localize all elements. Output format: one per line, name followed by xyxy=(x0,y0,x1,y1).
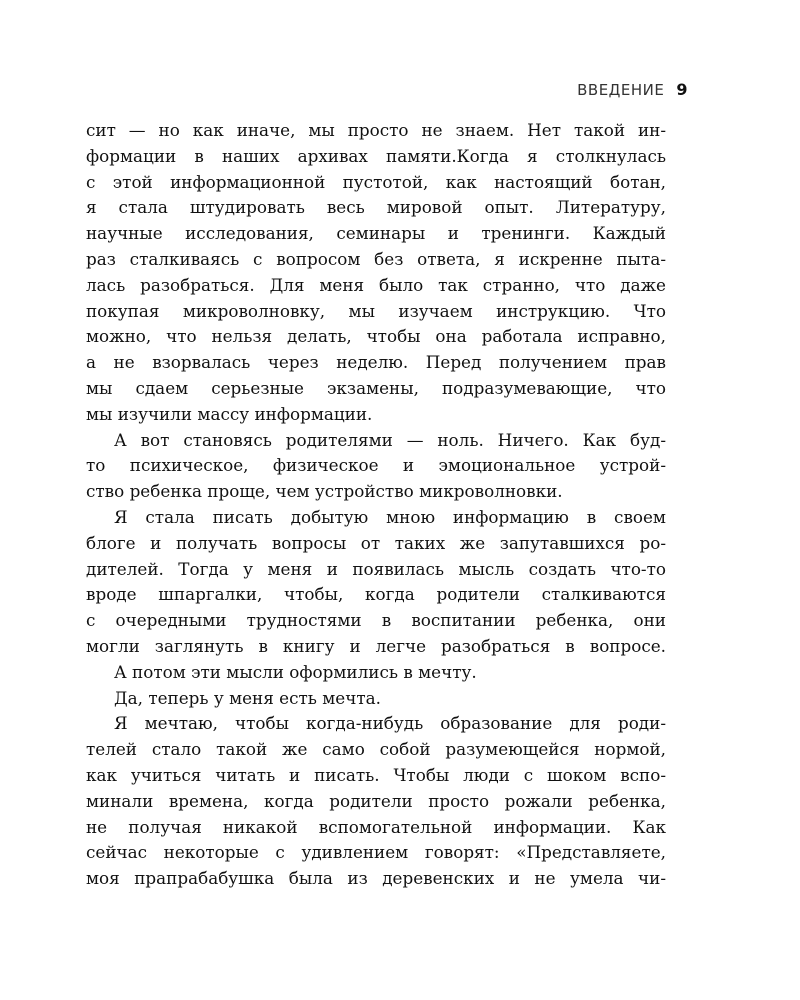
text-line: блоге и получать вопросы от таких же запутавшихся ро- xyxy=(86,532,666,553)
text-line: раз сталкиваясь с вопросом без ответа, я искренне пыта- xyxy=(86,248,666,269)
text-line: не получая никакой вспомогательной информации. Как xyxy=(86,816,666,837)
page-number: 9 xyxy=(676,80,688,99)
text-line: я стала штудировать весь мировой опыт. Литературу, xyxy=(86,197,666,218)
text-line: дителей. Тогда у меня и появилась мысль создать что-то xyxy=(86,558,666,579)
text-line: А вот становясь родителями — ноль. Ничего. Как буд- xyxy=(114,429,666,450)
text-line: сит — но как иначе, мы просто не знаем. Нет такой ин- xyxy=(86,120,666,140)
text-line: а не взорвалась через неделю. Перед получением прав xyxy=(86,352,666,373)
text-line: то психическое, физическое и эмоциональное устрой- xyxy=(86,455,666,476)
text-line: с очередными трудностями в воспитании ребенка, они xyxy=(86,610,666,631)
text-line: Да, теперь у меня есть мечта. xyxy=(114,687,381,708)
text-line: минали времена, когда родители просто рожали ребенка, xyxy=(86,790,666,811)
text-line: А потом эти мысли оформились в мечту. xyxy=(114,661,477,682)
text-line: мы сдаем серьезные экзамены, подразумевающие, что xyxy=(86,377,666,398)
text-line: мы изучили массу информации. xyxy=(86,403,373,424)
text-line: моя прапрабабушка была из деревенских и не умела чи- xyxy=(86,868,666,889)
text-line: с этой информационной пустотой, как настоящий ботан, xyxy=(86,171,666,192)
section-title: ВВЕДЕНИЕ xyxy=(577,81,665,99)
text-line: формации в наших архивах памяти.Когда я столкнулась xyxy=(86,145,666,166)
text-line: покупая микроволновку, мы изучаем инструкцию. Что xyxy=(86,300,666,321)
text-line: вроде шпаргалки, чтобы, когда родители сталкиваются xyxy=(86,584,666,605)
text-line: Я стала писать добытую мною информацию в своем xyxy=(114,506,666,527)
text-line: лась разобраться. Для меня было так странно, что даже xyxy=(86,274,666,295)
text-line: Я мечтаю, чтобы когда-нибудь образование для роди- xyxy=(114,713,666,734)
text-line: можно, что нельзя делать, чтобы она работала исправно, xyxy=(86,326,666,347)
running-header xyxy=(577,80,688,99)
text-line: научные исследования, семинары и тренинги. Каждый xyxy=(86,223,666,244)
text-line: ство ребенка проще, чем устройство микроволновки. xyxy=(86,481,563,502)
text-line: как учиться читать и писать. Чтобы люди с шоком вспо- xyxy=(86,764,666,785)
text-line: телей стало такой же само собой разумеющейся нормой, xyxy=(86,739,666,760)
text-line: могли заглянуть в книгу и легче разобраться в вопросе. xyxy=(86,635,666,656)
body-text xyxy=(86,118,666,892)
text-line: сейчас некоторые с удивлением говорят: «Представляете, xyxy=(86,842,666,863)
